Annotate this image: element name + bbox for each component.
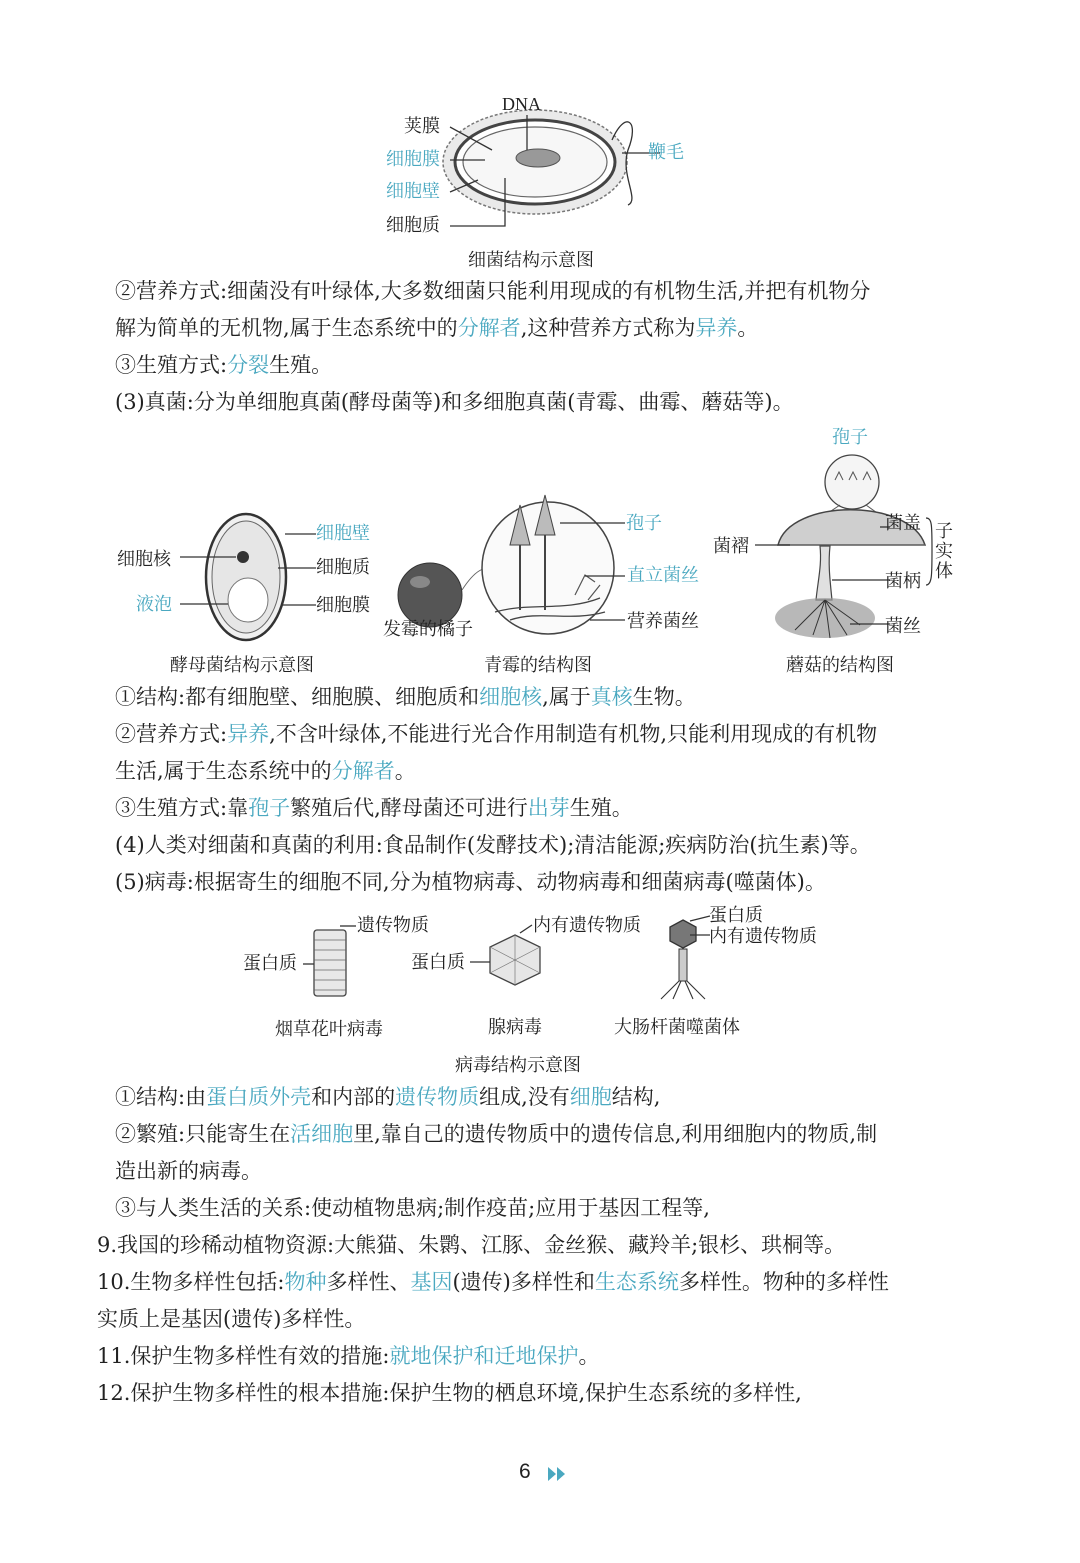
text-line: ③生殖方式:分裂生殖。	[115, 353, 333, 377]
text-line: 生活,属于生态系统中的分解者。	[115, 759, 416, 783]
penicillium-spore-label: 孢子	[626, 513, 662, 534]
cytoplasm-label: 细胞质	[386, 215, 440, 236]
text-line: ②营养方式:细菌没有叶绿体,大多数细菌只能利用现成的有机物生活,并把有机物分	[115, 279, 871, 303]
dna-label: DNA	[502, 94, 541, 114]
double-arrow-icon	[548, 1467, 568, 1481]
adenovirus-genetic-label: 内有遗传物质	[533, 915, 641, 936]
text-line: 解为简单的无机物,属于生态系统中的分解者,这种营养方式称为异养。	[115, 316, 759, 340]
text-line: 9.我国的珍稀动植物资源:大熊猫、朱鹮、江豚、金丝猴、藏羚羊;银杉、珙桐等。	[97, 1233, 846, 1257]
flagellum-label: 鞭毛	[648, 142, 684, 163]
mushroom-hyphae-label: 菌丝	[885, 616, 921, 637]
tmv-caption: 烟草花叶病毒	[275, 1019, 383, 1040]
yeast-vacuole-label: 液泡	[136, 594, 172, 615]
adenovirus-protein-label: 蛋白质	[411, 952, 465, 973]
yeast-caption: 酵母菌结构示意图	[170, 655, 314, 676]
yeast-cell-wall-label: 细胞壁	[316, 523, 370, 544]
phage-caption: 大肠杆菌噬菌体	[614, 1017, 740, 1038]
tmv-genetic-label: 遗传物质	[357, 915, 429, 936]
text-line: (3)真菌:分为单细胞真菌(酵母菌等)和多细胞真菌(青霉、曲霉、蘑菇等)。	[115, 390, 794, 414]
virus-caption: 病毒结构示意图	[455, 1055, 581, 1076]
capsule-label: 荚膜	[404, 116, 440, 137]
fruiting-body-label: 子实体	[935, 521, 953, 582]
mushroom-caption: 蘑菇的结构图	[786, 655, 894, 676]
text-line: ①结构:都有细胞壁、细胞膜、细胞质和细胞核,属于真核生物。	[115, 685, 696, 709]
bacteria-caption: 细菌结构示意图	[468, 250, 594, 271]
aerial-hyphae-label: 直立菌丝	[627, 565, 699, 586]
stalk-label: 菌柄	[885, 571, 921, 592]
phage-genetic-label: 内有遗传物质	[709, 926, 817, 947]
page-number: 6	[519, 1460, 531, 1483]
text-line: ②营养方式:异养,不含叶绿体,不能进行光合作用制造有机物,只能利用现成的有机物	[115, 722, 878, 746]
text-line: (5)病毒:根据寄生的细胞不同,分为植物病毒、动物病毒和细菌病毒(噬菌体)。	[115, 870, 826, 894]
moldy-orange-label: 发霉的橘子	[383, 619, 473, 640]
phage-protein-label: 蛋白质	[709, 905, 763, 926]
mushroom-spore-label: 孢子	[832, 427, 868, 448]
text-line: ③生殖方式:靠孢子繁殖后代,酵母菌还可进行出芽生殖。	[115, 796, 633, 820]
text-line: ①结构:由蛋白质外壳和内部的遗传物质组成,没有细胞结构,	[115, 1085, 661, 1109]
text-line: ②繁殖:只能寄生在活细胞里,靠自己的遗传物质中的遗传信息,利用细胞内的物质,制	[115, 1122, 878, 1146]
text-line: 10.生物多样性包括:物种多样性、基因(遗传)多样性和生态系统多样性。物种的多样性	[97, 1270, 889, 1294]
tmv-protein-label: 蛋白质	[243, 953, 297, 974]
gills-label: 菌褶	[713, 536, 749, 557]
text-line: (4)人类对细菌和真菌的利用:食品制作(发酵技术);清洁能源;疾病防治(抗生素)等。	[115, 833, 871, 857]
adenovirus-caption: 腺病毒	[488, 1017, 542, 1038]
text-line: 造出新的病毒。	[115, 1159, 262, 1183]
text-line: 11.保护生物多样性有效的措施:就地保护和迁地保护。	[97, 1344, 600, 1368]
cell-membrane-label: 细胞膜	[386, 149, 440, 170]
cap-label: 菌盖	[885, 513, 921, 534]
yeast-nucleus-label: 细胞核	[117, 549, 171, 570]
text-line: ③与人类生活的关系:使动植物患病;制作疫苗;应用于基因工程等,	[115, 1196, 710, 1220]
penicillium-caption: 青霉的结构图	[484, 655, 592, 676]
text-line: 12.保护生物多样性的根本措施:保护生物的栖息环境,保护生态系统的多样性,	[97, 1381, 802, 1405]
nutrient-hyphae-label: 营养菌丝	[627, 611, 699, 632]
yeast-cell-membrane-label: 细胞膜	[316, 595, 370, 616]
yeast-cytoplasm-label: 细胞质	[316, 557, 370, 578]
cell-wall-label: 细胞壁	[386, 181, 440, 202]
text-line: 实质上是基因(遗传)多样性。	[97, 1307, 366, 1331]
